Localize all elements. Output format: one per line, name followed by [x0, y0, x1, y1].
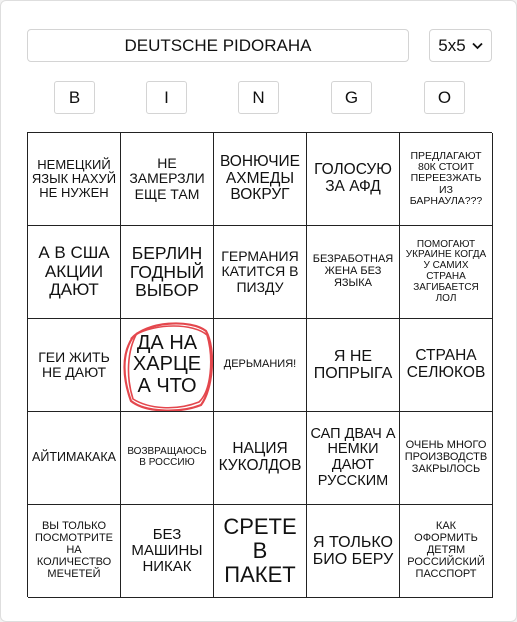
bingo-cell-text: БЕЗ МАШИНЫ НИКАК	[131, 525, 203, 576]
bingo-grid	[27, 132, 492, 597]
bingo-cell[interactable]	[121, 412, 214, 505]
bingo-cell[interactable]	[214, 226, 307, 319]
bingo-cell[interactable]	[214, 319, 307, 412]
bingo-cell[interactable]	[400, 133, 493, 226]
bingo-cell[interactable]	[307, 505, 400, 598]
bingo-cell[interactable]	[400, 412, 493, 505]
bingo-cell[interactable]	[121, 226, 214, 319]
bingo-cell-text: Я НЕ ПОПРЫГА	[313, 347, 393, 382]
chevron-down-icon	[472, 41, 483, 53]
bingo-cell-text: ПРЕДЛАГАЮТ 80К СТОИТ ПЕРЕЕЗЖАТЬ ИЗ БАРНАУЛА???	[409, 149, 483, 207]
bingo-cell[interactable]	[28, 226, 121, 319]
bingo-letter-n[interactable]: N	[238, 81, 279, 114]
bingo-cell-text: ГЕИ ЖИТЬ НЕ ДАЮТ	[38, 348, 110, 380]
bingo-cell-text: ВЫ ТОЛЬКО ПОСМОТРИТЕ НА КОЛИЧЕСТВО МЕЧЕТЕЙ	[34, 520, 114, 580]
bingo-cell[interactable]	[307, 412, 400, 505]
bingo-letter-b[interactable]: B	[54, 81, 95, 114]
bingo-letter-o[interactable]: O	[424, 81, 465, 114]
bingo-cell-text: КАК ОФОРМИТЬ ДЕТЯМ РОССИЙСКИЙ ПАССПОРТ	[407, 520, 485, 580]
bingo-cell-text: БЕЗРАБОТНАЯ ЖЕНА БЕЗ ЯЗЫКА	[312, 253, 394, 289]
bingo-cell-text: ПОМОГАЮТ УКРАИНЕ КОГДА У САМИХ СТРАНА ЗАГИБАЕТСЯ ЛОЛ	[405, 238, 487, 304]
bingo-cell-text: ГЕРМАНИЯ КАТИТСЯ В ПИЗДУ	[221, 248, 299, 295]
bingo-cell[interactable]	[121, 505, 214, 598]
bingo-letter-g[interactable]: G	[331, 81, 372, 114]
bingo-cell[interactable]	[28, 505, 121, 598]
bingo-cell-text: АЙТИМАКАКА	[32, 450, 116, 465]
bingo-cell[interactable]	[307, 133, 400, 226]
bingo-cell-text: БЕРЛИН ГОДНЫЙ ВЫБОР	[129, 242, 205, 301]
grid-size-value: 5x5	[438, 35, 466, 55]
bingo-letter-i[interactable]: I	[146, 81, 187, 114]
bingo-cell-text: САП ДВАЧ А НЕМКИ ДАЮТ РУССКИМ	[310, 425, 396, 489]
bingo-title-input[interactable]	[27, 29, 409, 62]
bingo-cell[interactable]	[28, 319, 121, 412]
bingo-cell-text: Я ТОЛЬКО БИО БЕРУ	[312, 533, 394, 568]
bingo-cell-text: ГОЛОСУЮ ЗА АФД	[314, 161, 392, 195]
bingo-cell[interactable]	[121, 133, 214, 226]
bingo-cell-text: СРЕТЕ В ПАКЕТ	[223, 514, 297, 587]
bingo-cell[interactable]	[400, 319, 493, 412]
bingo-cell-text: ДА НА ХАРЦЕ А ЧТО	[132, 331, 202, 397]
bingo-cell[interactable]	[400, 505, 493, 598]
bingo-cell-text: А В США АКЦИИ ДАЮТ	[38, 243, 110, 300]
bingo-cell[interactable]	[214, 505, 307, 598]
bingo-cell-text: НЕ ЗАМЕРЗЛИ ЕЩЕ ТАМ	[129, 155, 205, 202]
bingo-cell[interactable]	[28, 133, 121, 226]
bingo-cell-text: ВОНЮЧИЕ АХМЕДЫ ВОКРУГ	[219, 152, 301, 204]
bingo-cell-text: ОЧЕНЬ МНОГО ПРОИЗВОДСТВ ЗАКРЫЛОСЬ	[404, 439, 488, 475]
bingo-cell-text: НЕМЕЦКИЙ ЯЗЫК НАХУЙ НЕ НУЖЕН	[31, 156, 117, 201]
bingo-cell-text: СТРАНА СЕЛЮКОВ	[406, 347, 486, 381]
bingo-cell[interactable]	[214, 412, 307, 505]
bingo-cell-text: ВОЗВРАЩАЮСЬ В РОССИЮ	[127, 446, 207, 468]
bingo-cell[interactable]	[307, 319, 400, 412]
bingo-cell[interactable]	[307, 226, 400, 319]
bingo-cell-text: НАЦИЯ КУКОЛДОВ	[218, 440, 302, 474]
bingo-cell[interactable]	[121, 319, 214, 412]
bingo-cell[interactable]	[28, 412, 121, 505]
grid-size-select[interactable]	[429, 29, 492, 62]
bingo-cell[interactable]	[214, 133, 307, 226]
bingo-cell[interactable]	[400, 226, 493, 319]
bingo-cell-text: ДЕРЬМАНИЯ!	[223, 358, 297, 371]
